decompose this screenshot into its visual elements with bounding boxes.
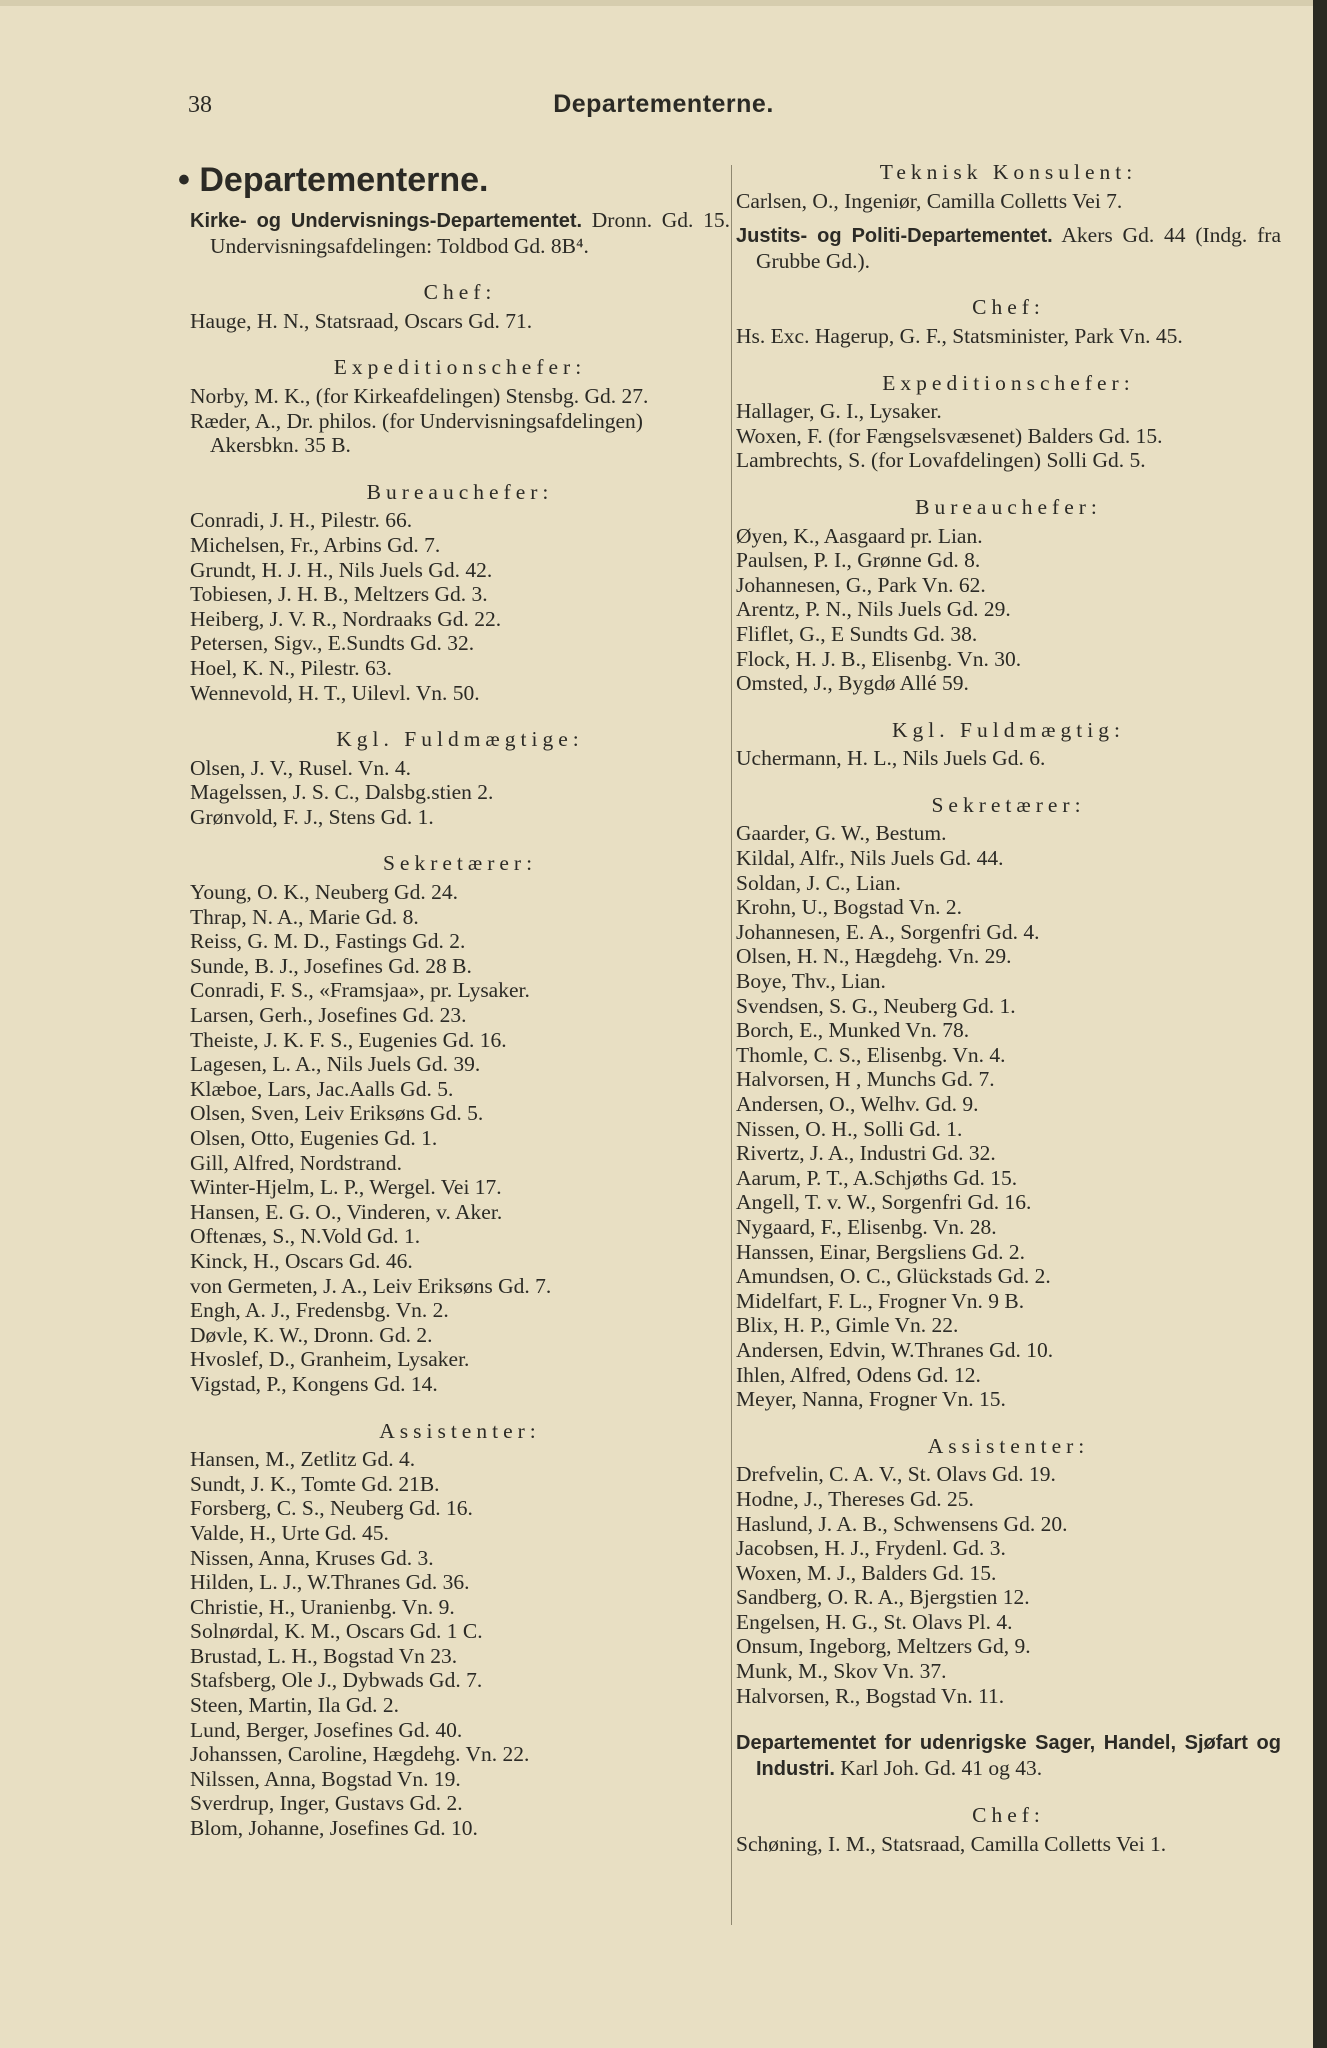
directory-entry: Omsted, J., Bygdø Allé 59. bbox=[736, 671, 969, 696]
directory-entry: Hauge, H. N., Statsraad, Oscars Gd. 71. bbox=[190, 308, 533, 333]
directory-entry: Blix, H. P., Gimle Vn. 22. bbox=[736, 1313, 959, 1338]
directory-entry: Solnørdal, K. M., Oscars Gd. 1 C. bbox=[190, 1619, 483, 1644]
page-top-edge bbox=[0, 0, 1327, 6]
dept-kirke-address: Dronn. Gd. 15. Undervisningsafdelingen: Toldbod Gd. 8B⁴. bbox=[210, 208, 730, 258]
directory-entry: Engh, A. J., Fredensbg. Vn. 2. bbox=[190, 1298, 449, 1323]
directory-entry: Theiste, J. K. F. S., Eugenies Gd. 16. bbox=[190, 1027, 507, 1052]
directory-entry: Borch, E., Munked Vn. 78. bbox=[736, 1018, 970, 1043]
directory-entry: Conradi, F. S., «Framsjaa», pr. Lysaker. bbox=[190, 978, 530, 1003]
directory-entry: Olsen, H. N., Hægdehg. Vn. 29. bbox=[736, 944, 1012, 969]
directory-entry: Sandberg, O. R. A., Bjergstien 12. bbox=[736, 1585, 1030, 1610]
directory-entry: Nissen, Anna, Kruses Gd. 3. bbox=[190, 1545, 434, 1570]
left-sections bbox=[190, 280, 730, 1840]
directory-entry: Johannesen, G., Park Vn. 62. bbox=[736, 572, 986, 597]
directory-entry: Aarum, P. T., A.Schjøths Gd. 15. bbox=[736, 1165, 1018, 1190]
directory-entry: Uchermann, H. L., Nils Juels Gd. 6. bbox=[736, 746, 1046, 771]
directory-entry: Young, O. K., Neuberg Gd. 24. bbox=[190, 880, 458, 905]
directory-entry: Olsen, J. V., Rusel. Vn. 4. bbox=[190, 755, 412, 780]
section-heading: Teknisk Konsulent: bbox=[879, 160, 1138, 184]
directory-entry: Steen, Martin, Ila Gd. 2. bbox=[190, 1693, 399, 1718]
directory-entry: Winter-Hjelm, L. P., Wergel. Vei 17. bbox=[190, 1175, 502, 1200]
directory-entry: Gaarder, G. W., Bestum. bbox=[736, 821, 947, 846]
section-heading: Assistenter: bbox=[927, 1433, 1090, 1458]
section-heading: Chef: bbox=[423, 280, 497, 305]
directory-entry: Johanssen, Caroline, Hægdehg. Vn. 22. bbox=[190, 1742, 530, 1767]
directory-entry: Ihlen, Alfred, Odens Gd. 12. bbox=[736, 1362, 981, 1387]
directory-entry: Halvorsen, R., Bogstad Vn. 11. bbox=[736, 1683, 1005, 1708]
directory-entry: Hilden, L. J., W.Thranes Gd. 36. bbox=[190, 1570, 470, 1595]
dept-justits-name: Justits- og Politi-Departementet. bbox=[736, 225, 1053, 248]
directory-entry: Hodne, J., Thereses Gd. 25. bbox=[736, 1486, 974, 1511]
directory-entry: Hansen, M., Zetlitz Gd. 4. bbox=[190, 1447, 416, 1472]
directory-entry: Halvorsen, H , Munchs Gd. 7. bbox=[736, 1067, 995, 1092]
directory-entry: Drefvelin, C. A. V., St. Olavs Gd. 19. bbox=[736, 1462, 1056, 1487]
section-heading: Chef: bbox=[972, 1803, 1045, 1828]
directory-entry: Schøning, I. M., Statsraad, Camilla Colletts Vei 1. bbox=[736, 1832, 1167, 1857]
directory-entry: Michelsen, Fr., Arbins Gd. 7. bbox=[190, 532, 441, 557]
directory-entry: Christie, H., Uranienbg. Vn. 9. bbox=[190, 1594, 455, 1619]
page-number: 38 bbox=[188, 92, 212, 118]
directory-entry: Døvle, K. W., Dronn. Gd. 2. bbox=[190, 1322, 433, 1347]
directory-entry: Sunde, B. J., Josefines Gd. 28 B. bbox=[190, 953, 472, 978]
directory-entry: Valde, H., Urte Gd. 45. bbox=[190, 1520, 389, 1545]
directory-entry: Hoel, K. N., Pilestr. 63. bbox=[190, 655, 392, 680]
directory-entry: Conradi, J. H., Pilestr. 66. bbox=[190, 508, 413, 533]
directory-entry: Oftenæs, S., N.Vold Gd. 1. bbox=[190, 1224, 421, 1249]
directory-entry: Flock, H. J. B., Elisenbg. Vn. 30. bbox=[736, 646, 1022, 671]
dept-kirke bbox=[190, 208, 730, 258]
directory-entry: Lambrechts, S. (for Lovafdelingen) Solli Gd. 5. bbox=[736, 448, 1146, 473]
directory-entry: Reiss, G. M. D., Fastings Gd. 2. bbox=[190, 929, 466, 954]
directory-entry: Hs. Exc. Hagerup, G. F., Statsminister, Park Vn. 45. bbox=[736, 323, 1183, 348]
main-title-text: Departementerne. bbox=[199, 161, 489, 199]
directory-entry: Krohn, U., Bogstad Vn. 2. bbox=[736, 895, 962, 920]
main-title: • Departementerne. bbox=[178, 161, 489, 199]
directory-entry: Munk, M., Skov Vn. 37. bbox=[736, 1659, 947, 1684]
teknisk-section bbox=[736, 160, 1281, 213]
directory-entry: Arentz, P. N., Nils Juels Gd. 29. bbox=[736, 597, 1011, 622]
directory-entry: Klæboe, Lars, Jac.Aalls Gd. 5. bbox=[190, 1076, 454, 1101]
directory-entry: Onsum, Ingeborg, Meltzers Gd, 9. bbox=[736, 1634, 1031, 1659]
directory-entry: Johannesen, E. A., Sorgenfri Gd. 4. bbox=[736, 919, 1040, 944]
directory-entry: Thomle, C. S., Elisenbg. Vn. 4. bbox=[736, 1042, 1006, 1067]
directory-entry: Grundt, H. J. H., Nils Juels Gd. 42. bbox=[190, 557, 493, 582]
dept-justits-address: Akers Gd. 44 (Indg. fra Grubbe Gd.). bbox=[756, 223, 1282, 273]
directory-entry: Angell, T. v. W., Sorgenfri Gd. 16. bbox=[736, 1190, 1032, 1215]
directory-entry: Ræder, A., Dr. philos. (for Undervisningsafdelingen) Akersbkn. 35 B. bbox=[190, 408, 643, 458]
directory-entry: Magelssen, J. S. C., Dalsbg.stien 2. bbox=[190, 780, 494, 805]
section-heading: Expeditionschefer: bbox=[333, 355, 587, 380]
page-right-edge bbox=[1313, 0, 1327, 2048]
directory-entry: Nissen, O. H., Solli Gd. 1. bbox=[736, 1116, 963, 1141]
directory-entry: Woxen, M. J., Balders Gd. 15. bbox=[736, 1560, 997, 1585]
directory-entry: Svendsen, S. G., Neuberg Gd. 1. bbox=[736, 993, 1016, 1018]
directory-entry: Rivertz, J. A., Industri Gd. 32. bbox=[736, 1141, 996, 1166]
directory-entry: Haslund, J. A. B., Schwensens Gd. 20. bbox=[736, 1511, 1068, 1536]
directory-entry: Carlsen, O., Ingeniør, Camilla Colletts Vei 7. bbox=[736, 188, 1123, 213]
directory-entry: Nilssen, Anna, Bogstad Vn. 19. bbox=[190, 1766, 461, 1791]
directory-entry: Sverdrup, Inger, Gustavs Gd. 2. bbox=[190, 1791, 463, 1816]
directory-entry: Boye, Thv., Lian. bbox=[736, 969, 886, 994]
right-column bbox=[736, 160, 1281, 1857]
section-heading: Assistenter: bbox=[379, 1418, 541, 1443]
udenrigs-sections bbox=[736, 1803, 1281, 1856]
directory-entry: Jacobsen, H. J., Frydenl. Gd. 3. bbox=[736, 1536, 1006, 1561]
directory-entry: Hallager, G. I., Lysaker. bbox=[736, 399, 942, 424]
directory-entry: Olsen, Sven, Leiv Eriksøns Gd. 5. bbox=[190, 1101, 484, 1126]
directory-entry: Hanssen, Einar, Bergsliens Gd. 2. bbox=[736, 1239, 1025, 1264]
directory-entry: Kildal, Alfr., Nils Juels Gd. 44. bbox=[736, 846, 1004, 871]
section-heading: Sekretærer: bbox=[382, 851, 538, 876]
directory-entry: Grønvold, F. J., Stens Gd. 1. bbox=[190, 804, 434, 829]
directory-entry: Thrap, N. A., Marie Gd. 8. bbox=[190, 904, 419, 929]
directory-entry: Øyen, K., Aasgaard pr. Lian. bbox=[736, 523, 983, 548]
directory-entry: Vigstad, P., Kongens Gd. 14. bbox=[190, 1371, 438, 1396]
running-title: Departementerne. bbox=[553, 90, 774, 118]
directory-entry: Forsberg, C. S., Neuberg Gd. 16. bbox=[190, 1496, 473, 1521]
directory-entry: Hvoslef, D., Granheim, Lysaker. bbox=[190, 1347, 470, 1372]
directory-entry: von Germeten, J. A., Leiv Eriksøns Gd. 7. bbox=[190, 1273, 552, 1298]
section-heading: Kgl. Fuldmægtig: bbox=[892, 717, 1125, 742]
section-heading: Expeditionschefer: bbox=[882, 370, 1135, 395]
directory-entry: Norby, M. K., (for Kirkeafdelingen) Stensbg. Gd. 27. bbox=[190, 383, 649, 408]
directory-entry: Lund, Berger, Josefines Gd. 40. bbox=[190, 1717, 463, 1742]
section-heading: Chef: bbox=[972, 295, 1045, 320]
directory-entry: Amundsen, O. C., Glückstads Gd. 2. bbox=[736, 1264, 1051, 1289]
dept-udenrigs-name: Departementet for udenrigske Sager, Handel, Sjøfart og Industri. bbox=[736, 1732, 1281, 1780]
section-heading: Sekretærer: bbox=[931, 792, 1086, 817]
directory-entry: Blom, Johanne, Josefines Gd. 10. bbox=[190, 1816, 478, 1841]
directory-entry: Engelsen, H. G., St. Olavs Pl. 4. bbox=[736, 1609, 1013, 1634]
directory-entry: Andersen, O., Welhv. Gd. 9. bbox=[736, 1092, 979, 1116]
directory-entry: Heiberg, J. V. R., Nordraaks Gd. 22. bbox=[190, 606, 502, 631]
directory-entry: Meyer, Nanna, Frogner Vn. 15. bbox=[736, 1387, 1006, 1412]
directory-entry: Midelfart, F. L., Frogner Vn. 9 B. bbox=[736, 1288, 1025, 1313]
directory-entry: Stafsberg, Ole J., Dybwads Gd. 7. bbox=[190, 1668, 483, 1693]
dept-udenrigs bbox=[736, 1730, 1281, 1781]
directory-entry: Andersen, Edvin, W.Thranes Gd. 10. bbox=[736, 1337, 1054, 1362]
section-heading: Bureauchefer: bbox=[915, 494, 1102, 519]
directory-entry: Olsen, Otto, Eugenies Gd. 1. bbox=[190, 1126, 438, 1150]
column-divider bbox=[731, 165, 732, 1925]
directory-entry: Soldan, J. C., Lian. bbox=[736, 870, 901, 895]
directory-entry: Wennevold, H. T., Uilevl. Vn. 50. bbox=[190, 680, 480, 705]
directory-entry: Brustad, L. H., Bogstad Vn 23. bbox=[190, 1643, 458, 1668]
dept-justits bbox=[736, 223, 1281, 273]
justits-sections bbox=[736, 295, 1281, 1708]
directory-entry: Paulsen, P. I., Grønne Gd. 8. bbox=[736, 548, 981, 573]
directory-entry: Lagesen, L. A., Nils Juels Gd. 39. bbox=[190, 1052, 481, 1077]
dept-kirke-name: Kirke- og Undervisnings-Departementet. bbox=[190, 210, 583, 232]
directory-entry: Kinck, H., Oscars Gd. 46. bbox=[190, 1248, 413, 1273]
dept-udenrigs-address: Karl Joh. Gd. 41 og 43. bbox=[834, 1755, 1043, 1780]
directory-entry: Hansen, E. G. O., Vinderen, v. Aker. bbox=[190, 1199, 503, 1224]
section-heading: Bureauchefer: bbox=[366, 479, 554, 504]
directory-entry: Fliflet, G., E Sundts Gd. 38. bbox=[736, 621, 978, 646]
directory-entry: Woxen, F. (for Fængselsvæsenet) Balders Gd. 15. bbox=[736, 423, 1163, 448]
directory-entry: Petersen, Sigv., E.Sundts Gd. 32. bbox=[190, 631, 475, 656]
section-heading: Kgl. Fuldmægtige: bbox=[336, 727, 584, 752]
directory-entry: Gill, Alfred, Nordstrand. bbox=[190, 1150, 402, 1175]
left-column bbox=[178, 160, 730, 1841]
directory-entry: Tobiesen, J. H. B., Meltzers Gd. 3. bbox=[190, 582, 488, 607]
directory-entry: Nygaard, F., Elisenbg. Vn. 28. bbox=[736, 1214, 997, 1239]
directory-entry: Sundt, J. K., Tomte Gd. 21B. bbox=[190, 1471, 440, 1496]
directory-entry: Larsen, Gerh., Josefines Gd. 23. bbox=[190, 1003, 467, 1028]
